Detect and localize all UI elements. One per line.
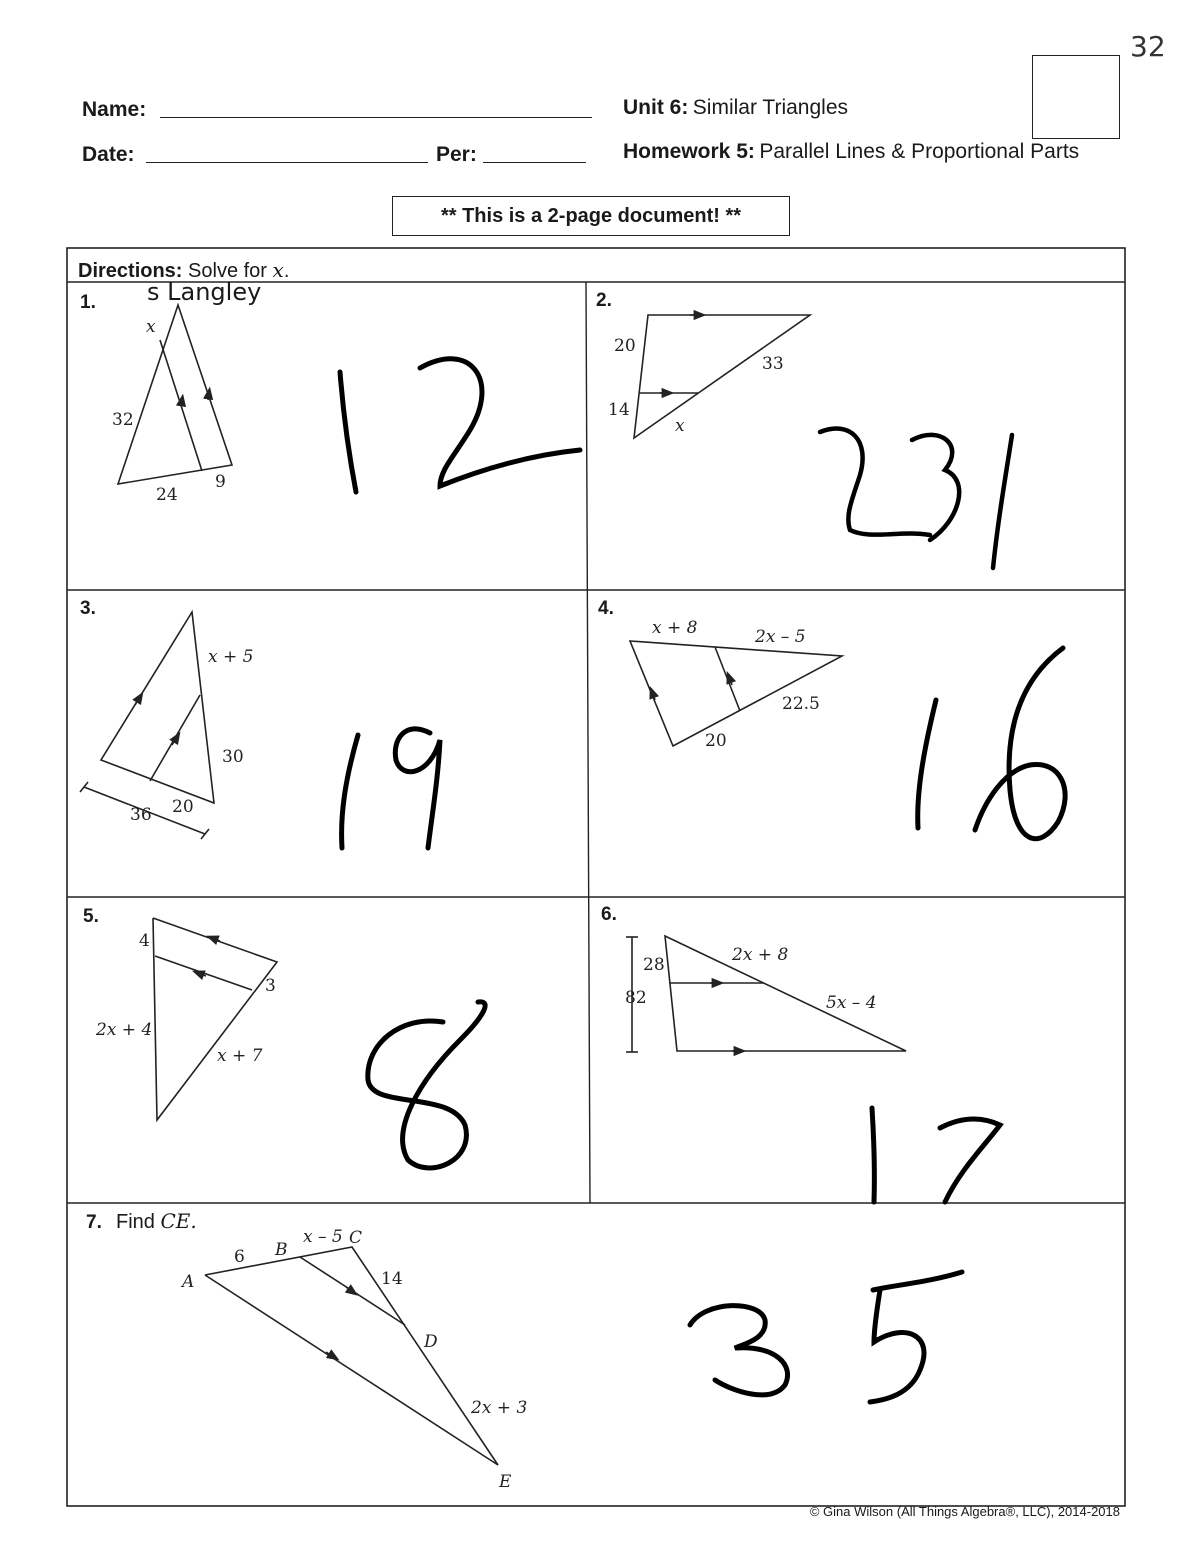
problem-3-label-x5: x + 5 bbox=[208, 647, 254, 667]
problem-6-figure bbox=[626, 936, 906, 1052]
directions-label: Directions: bbox=[78, 260, 183, 282]
unit-label: Unit 6: bbox=[623, 96, 689, 119]
problem-1-label-x: x bbox=[146, 317, 156, 337]
two-page-notice: ** This is a 2-page document! ** bbox=[392, 196, 790, 236]
copyright-footer: © Gina Wilson (All Things Algebra®, LLC), 2014-2018 bbox=[809, 1504, 1120, 1519]
problem-6-number: 6. bbox=[601, 904, 617, 925]
worksheet-border bbox=[67, 248, 1125, 1506]
date-line[interactable] bbox=[146, 162, 428, 163]
problem-6-answer bbox=[872, 1108, 1000, 1202]
problem-7-label-x5: x – 5 bbox=[303, 1227, 343, 1247]
name-line[interactable] bbox=[160, 117, 592, 118]
problem-2-label-20: 20 bbox=[614, 336, 636, 356]
directions-text: Solve for bbox=[188, 260, 267, 282]
problem-7-figure bbox=[205, 1247, 498, 1465]
problem-4-figure bbox=[630, 641, 842, 746]
grade-box bbox=[1032, 55, 1120, 139]
problem-1-figure bbox=[118, 305, 232, 484]
student-name: s Langley bbox=[147, 278, 262, 306]
problem-4-answer bbox=[918, 648, 1065, 839]
problem-7-label-A: A bbox=[182, 1272, 195, 1292]
homework-title: Parallel Lines & Proportional Parts bbox=[759, 140, 1080, 163]
unit-heading bbox=[623, 96, 848, 120]
problem-5-label-2x4: 2x + 4 bbox=[96, 1020, 153, 1040]
directions-period: . bbox=[283, 260, 290, 282]
problem-7-label-B: B bbox=[275, 1240, 288, 1260]
problem-4-label-x8: x + 8 bbox=[652, 618, 698, 638]
problem-4-label-22-5: 22.5 bbox=[782, 694, 820, 714]
problem-7-label-C: C bbox=[349, 1228, 363, 1248]
problem-7-prompt-var: CE. bbox=[160, 1209, 197, 1233]
name-label: Name: bbox=[82, 98, 147, 121]
problem-5-label-3: 3 bbox=[265, 976, 276, 996]
problem-4-label-20: 20 bbox=[705, 731, 727, 751]
problem-4-label-2x5: 2x – 5 bbox=[755, 627, 806, 647]
homework-label: Homework 5: bbox=[623, 140, 755, 163]
per-line[interactable] bbox=[483, 162, 586, 163]
problem-7-prompt bbox=[116, 1209, 197, 1234]
problem-5-answer bbox=[368, 1002, 485, 1168]
directions-var: x bbox=[272, 258, 284, 282]
problem-1-number: 1. bbox=[80, 292, 96, 313]
problem-7-label-2x3: 2x + 3 bbox=[471, 1398, 528, 1418]
problem-2-figure bbox=[634, 315, 810, 438]
problem-2-label-33: 33 bbox=[762, 354, 784, 374]
problem-3-figure bbox=[80, 612, 214, 839]
problem-2-label-14: 14 bbox=[608, 400, 630, 420]
problem-7-label-14: 14 bbox=[381, 1269, 403, 1289]
per-label: Per: bbox=[436, 143, 477, 166]
problem-5-label-4: 4 bbox=[139, 931, 150, 951]
problem-2-number: 2. bbox=[596, 290, 612, 311]
column-divider bbox=[586, 282, 590, 1203]
problem-3-answer bbox=[342, 729, 440, 848]
problem-6-label-2x8: 2x + 8 bbox=[732, 945, 789, 965]
problem-7-label-6: 6 bbox=[234, 1247, 245, 1267]
problem-3-label-30: 30 bbox=[222, 747, 244, 767]
problem-1-answer bbox=[340, 359, 580, 492]
problem-6-label-5x4: 5x – 4 bbox=[826, 993, 877, 1013]
problem-3-number: 3. bbox=[80, 598, 96, 619]
problem-7-label-E: E bbox=[499, 1472, 512, 1492]
problem-3-label-36: 36 bbox=[130, 805, 152, 825]
unit-title: Similar Triangles bbox=[692, 96, 848, 119]
problem-2-answer bbox=[820, 429, 1012, 568]
score-mark: 32 bbox=[1130, 30, 1166, 63]
problem-5-label-x7: x + 7 bbox=[217, 1046, 263, 1066]
problem-7-number: 7. bbox=[86, 1212, 102, 1233]
problem-6-label-28: 28 bbox=[643, 955, 665, 975]
problem-1-label-24: 24 bbox=[156, 485, 178, 505]
problem-5-number: 5. bbox=[83, 906, 99, 927]
problem-7-prompt-text: Find bbox=[116, 1211, 155, 1233]
problem-1-label-9: 9 bbox=[215, 472, 226, 492]
date-label: Date: bbox=[82, 143, 135, 166]
homework-heading bbox=[623, 140, 1079, 164]
problem-3-label-20: 20 bbox=[172, 797, 194, 817]
problem-5-figure bbox=[153, 918, 277, 1120]
problem-7-label-D: D bbox=[424, 1332, 438, 1352]
problem-1-label-32: 32 bbox=[112, 410, 134, 430]
problem-7-answer bbox=[690, 1272, 962, 1402]
problem-4-number: 4. bbox=[598, 598, 614, 619]
problem-2-label-x: x bbox=[675, 416, 685, 436]
problem-6-label-82: 82 bbox=[625, 988, 647, 1008]
